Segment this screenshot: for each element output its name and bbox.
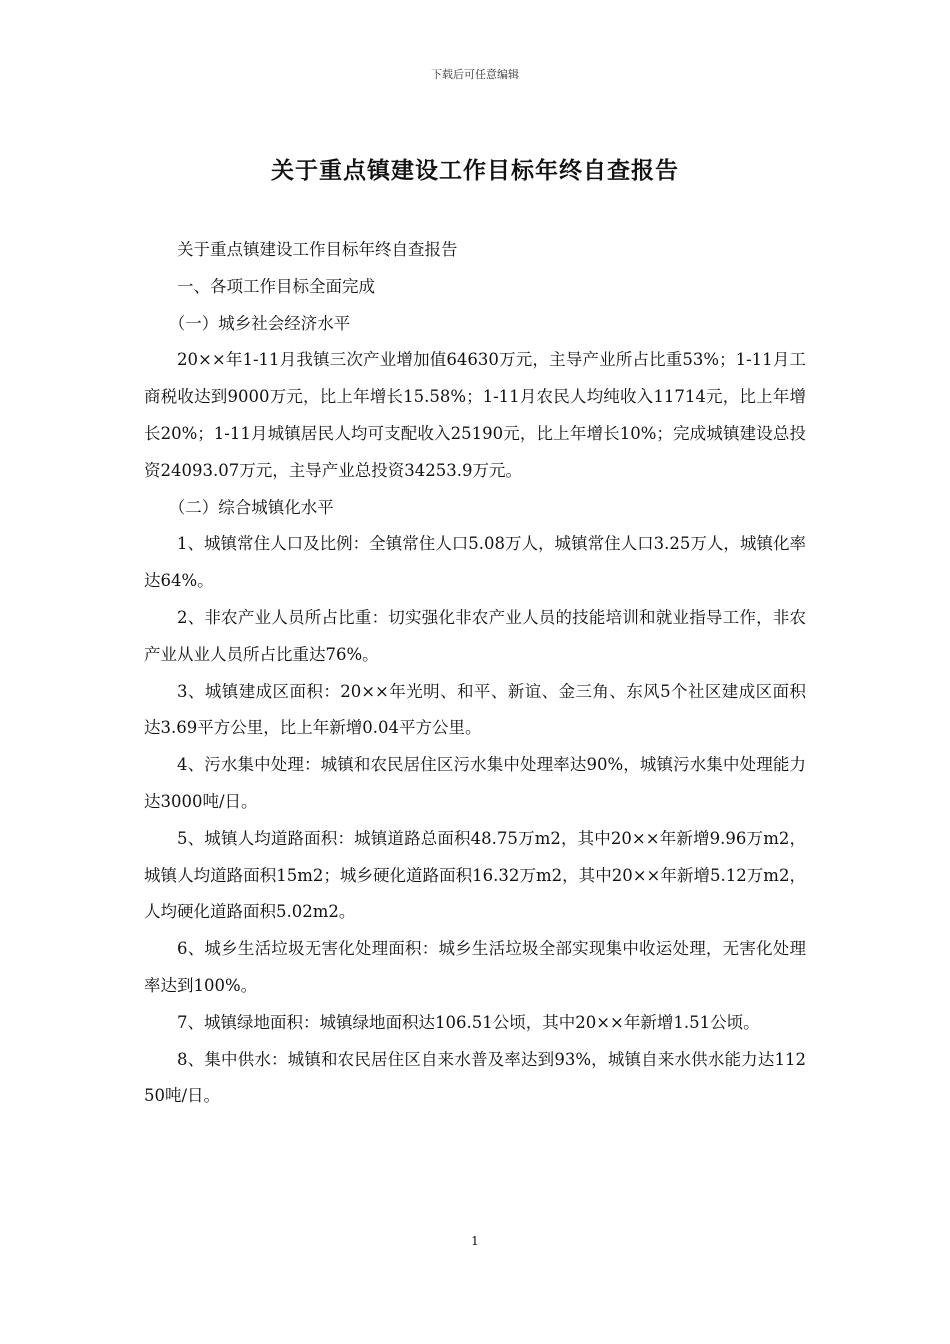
subsection-heading-2: （二）综合城镇化水平 xyxy=(168,497,334,517)
document-body xyxy=(144,232,806,1115)
paragraph-item-5: 5、城镇人均道路面积：城镇道路总面积48.75万m2，其中20××年新增9.96万m2，城镇人均道路面积15m2；城乡硬化道路面积16.32万m2，其中20××年新增5.12万m2，人均硬化道路面积5.02m2。 xyxy=(144,828,806,922)
paragraph-item-6: 6、城乡生活垃圾无害化处理面积：城乡生活垃圾全部实现集中收运处理，无害化处理率达到100%。 xyxy=(144,939,806,995)
document-title: 关于重点镇建设工作目标年终自查报告 xyxy=(271,157,679,184)
paragraph-item-8: 8、集中供水：城镇和农民居住区自来水普及率达到93%，城镇自来水供水能力达11250吨/日。 xyxy=(144,1049,806,1106)
paragraph-item-4: 4、污水集中处理：城镇和农民居住区污水集中处理率达90%，城镇污水集中处理能力达3000吨/日。 xyxy=(144,755,806,811)
paragraph-item-2: 2、非农产业人员所占比重：切实强化非农产业人员的技能培训和就业指导工作，非农产业从业人员所占比重达76%。 xyxy=(144,607,806,664)
paragraph-subtitle: 关于重点镇建设工作目标年终自查报告 xyxy=(177,240,458,259)
section-heading-1: 一、各项工作目标全面完成 xyxy=(177,276,375,296)
subsection-heading-1: （一）城乡社会经济水平 xyxy=(168,313,351,333)
header-note: 下载后可任意编辑 xyxy=(431,68,519,81)
paragraph-item-7: 7、城镇绿地面积：城镇绿地面积达106.51公顷，其中20××年新增1.51公顷。 xyxy=(177,1012,760,1032)
paragraph-economy: 20××年1-11月我镇三次产业增加值64630万元，主导产业所占比重53%；1-11月工商税收达到9000万元，比上年增长15.58%；1-11月农民人均纯收入11714元，比上年增长20%；1-11月城镇居民人均可支配收入25190元，比上年增长10%；完成城镇建设总投资24093.07万元，主导产业总投资34253.9万元。 xyxy=(144,350,806,480)
paragraph-item-1: 1、城镇常住人口及比例：全镇常住人口5.08万人，城镇常住人口3.25万人，城镇化率达64%。 xyxy=(144,534,806,591)
page-number: 1 xyxy=(471,1234,479,1248)
paragraph-item-3: 3、城镇建成区面积：20××年光明、和平、新谊、金三角、东风5个社区建成区面积达3.69平方公里，比上年新增0.04平方公里。 xyxy=(144,681,806,738)
